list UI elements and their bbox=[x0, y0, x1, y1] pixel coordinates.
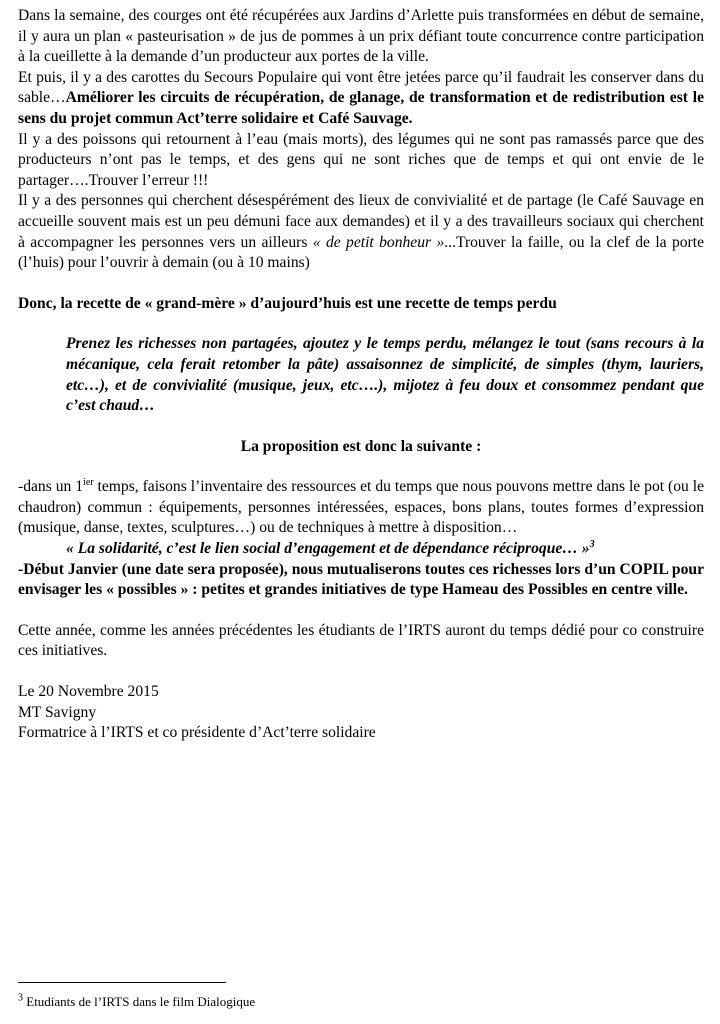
paragraph-inventaire-start: -dans un 1 bbox=[18, 478, 84, 496]
signature-name: MT Savigny bbox=[18, 703, 97, 721]
paragraph-copil: -Début Janvier (une date sera proposée), nous mutualiserons toutes ces richesses lors d’un COPIL pour envisager les « possibles » : petites et grandes initiatives de type Hameau des Possibles en centre ville. bbox=[18, 560, 704, 599]
footnote bbox=[18, 994, 255, 1010]
document-body bbox=[18, 6, 704, 744]
footnote-reference: 3 bbox=[589, 538, 595, 550]
paragraph-carottes-emphasis: Améliorer les circuits de récupération, de glanage, de transformation et de redistribution est le sens du projet commun Act’terre solidaire et Café Sauvage. bbox=[18, 89, 704, 127]
signature-role: Formatrice à l’IRTS et co présidente d’Act’terre solidaire bbox=[18, 724, 376, 742]
signature-date: Le 20 Novembre 2015 bbox=[18, 683, 159, 701]
paragraph-carottes bbox=[18, 68, 704, 130]
paragraph-irts: Cette année, comme les années précédentes les étudiants de l’IRTS auront du temps dédié pour co construire ces initiatives. bbox=[18, 621, 704, 660]
paragraph-personnes-end: ...Trouver la faille, ou la clef de la porte (l’huis) pour l’ouvrir à demain (ou à 10 mains) bbox=[18, 233, 704, 272]
footnote-separator bbox=[18, 982, 226, 983]
paragraph-personnes-text: Il y a des personnes qui cherchent désespérément des lieux de convivialité et de partage (le Café Sauvage en accueille souvent mais est un peu démuni face aux demandes) et il y a des travailleurs sociaux qui cherchent à accompagner les personnes vers un ailleurs bbox=[18, 192, 704, 251]
recipe-text: Prenez les richesses non partagées, ajoutez y le temps perdu, mélangez le tout (sans recours à la mécanique, cela ferait retomber la pâte) assaisonnez de simplicité, de simples (thym, lauriers, etc…), et de convivialité (musique, jeux, etc….), mijotez à feu doux et consommez pendant que c’est chaud… bbox=[66, 335, 704, 415]
solidarity-quote bbox=[66, 539, 704, 560]
paragraph-inventaire-text: temps, faisons l’inventaire des ressources et du temps que nous pouvons mettre dans le pot (ou le chaudron) commun : équipements, personnes intéressées, espaces, bons plans, toutes formes d’expression (musique, danse, textes, sculptures…) ou de techniques à mettre à disposition… bbox=[18, 478, 704, 537]
footnote-number: 3 bbox=[18, 992, 23, 1004]
paragraph-poissons: Il y a des poissons qui retournent à l’eau (mais morts), des légumes qui ne sont pas ramassés parce que des producteurs n’ont pas le temps, et des gens qui ne sont riches que de temps et qui ont envie de le partager….Trouver l’erreur !!! bbox=[18, 130, 704, 189]
paragraph-courges: Dans la semaine, des courges ont été récupérées aux Jardins d’Arlette puis transformées en début de semaine, il y aura un plan « pasteurisation » de jus de pommes à un prix défiant toute concurrence contre participation à la cueillette à la demande d’un producteur aux portes de la ville. bbox=[18, 7, 704, 66]
paragraph-carottes-text: Et puis, il y a des carottes du Secours Populaire qui vont être jetées parce qu’il faudrait les conserver dans du sable… bbox=[18, 68, 704, 107]
recipe-heading: Donc, la recette de « grand-mère » d’aujourd’huis est une recette de temps perdu bbox=[18, 294, 557, 312]
paragraph-personnes bbox=[18, 191, 704, 273]
footnote-text: Etudiants de l’IRTS dans le film Dialogique bbox=[23, 994, 256, 1009]
paragraph-personnes-italic: « de petit bonheur » bbox=[312, 233, 445, 251]
signature-block bbox=[18, 682, 704, 744]
proposal-heading: La proposition est donc la suivante : bbox=[240, 437, 482, 455]
paragraph-inventaire bbox=[18, 477, 704, 539]
ordinal-superscript: ier bbox=[83, 477, 94, 489]
solidarity-quote-text: « La solidarité, c’est le lien social d’engagement et de dépendance réciproque… » bbox=[66, 540, 590, 558]
